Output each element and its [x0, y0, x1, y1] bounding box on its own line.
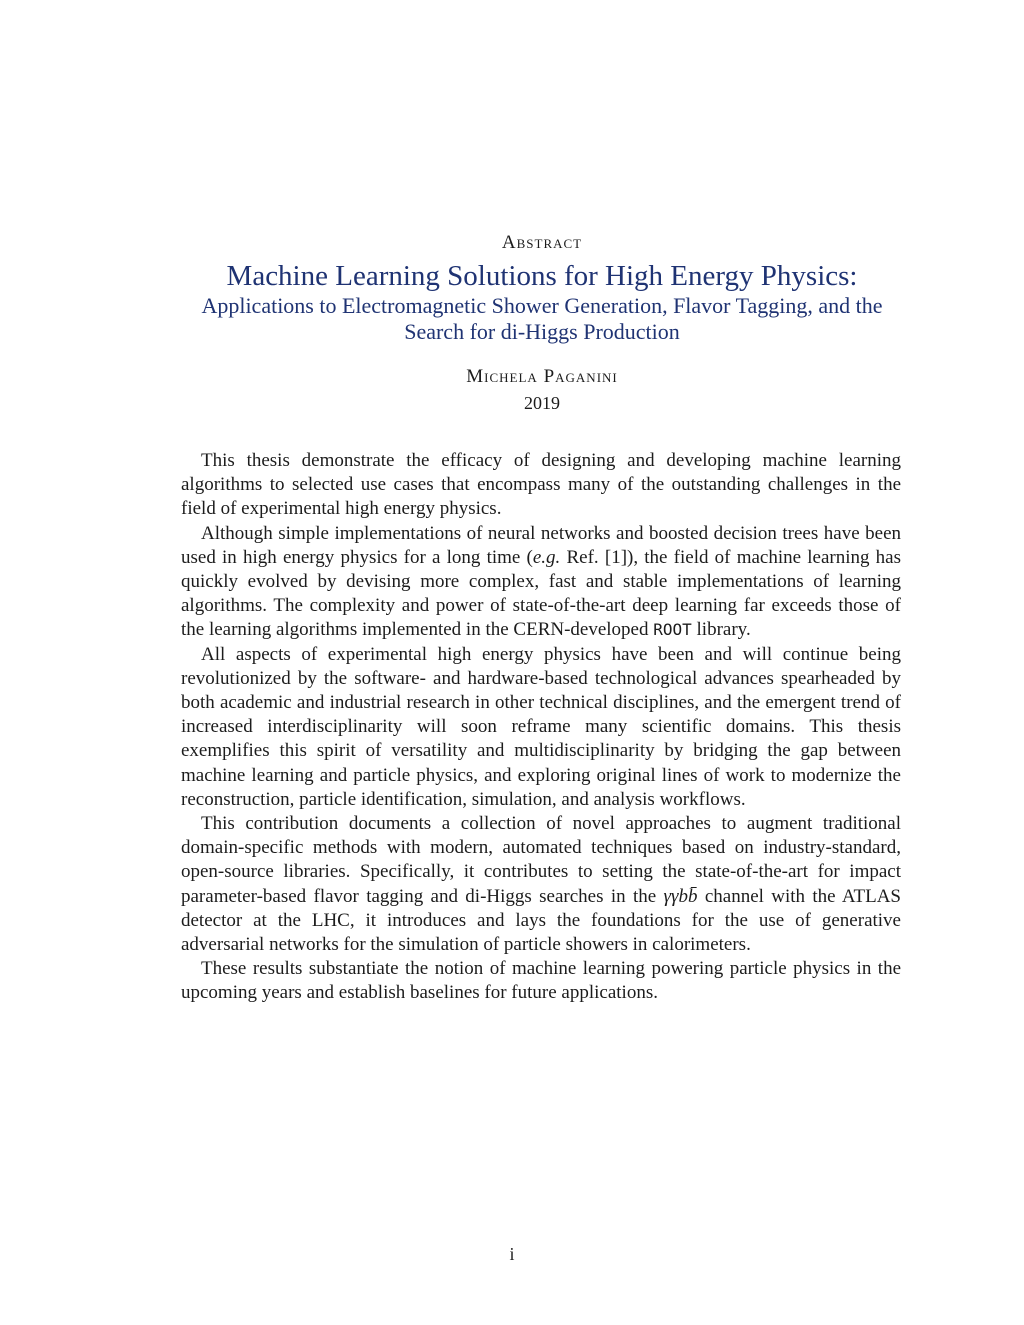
abstract-body [181, 449, 901, 1006]
abstract-paragraph [181, 957, 901, 1005]
thesis-subtitle-line-1: Applications to Electromagnetic Shower Generation, Flavor Tagging, and the [201, 293, 883, 318]
root-library-name: ROOT [653, 620, 692, 640]
abstract-paragraph [181, 522, 901, 643]
paragraph-text: All aspects of experimental high energy physics have been and will continue being revolutionized by the software- and hardware-based technological advances spearheaded by both academic and industrial research in other technical disciplines, and the emergent trend of increased interdisciplinarity will soon reframe many scientific domains. This thesis exemplifies this spirit of versatility and multidisciplinarity by bridging the gap between machine learning and particle physics, and exploring original lines of work to modernize the reconstruction, particle identification, simulation, and analysis workflows. [181, 643, 901, 810]
abstract-heading [140, 231, 944, 415]
author-name: Michela Paganini [466, 366, 618, 387]
paragraph-text: channel with the ATLAS detector at the LHC, it introduces and lays the foundations for the use of generative adversarial networks for the simulation of particle showers in calorimeters. [181, 885, 902, 956]
paragraph-text: This contribution documents a collection of novel approaches to augment traditional domain-specific methods with modern, automated techniques based on industry-standard, open-source libraries. Specifically, it contributes to setting the state-of-the-art for impact parameter-based flavor tagging and di-Higgs searches in the [181, 813, 901, 907]
paragraph-text: These results substantiate the notion of machine learning powering particle physics in the upcoming years and establish baselines for future applications. [181, 958, 901, 1004]
paragraph-text: Ref. [1]), the field of machine learning has quickly evolved by devising more complex, fast and stable implementations of learning algorithms. The complexity and power of state-of-the-art deep learning far exceeds those of the learning algorithms implemented in the CERN-developed [181, 546, 901, 641]
paragraph-text: Although simple implementations of neural networks and boosted decision trees have been used in high energy physics for a long time ( [181, 522, 901, 568]
page-number: i [509, 1244, 515, 1264]
abstract-label: Abstract [501, 232, 583, 253]
paragraph-text: library. [691, 619, 751, 641]
publication-year: 2019 [524, 393, 560, 413]
thesis-subtitle-line-2: Search for di-Higgs Production [404, 319, 680, 344]
abstract-paragraph [181, 449, 901, 522]
abstract-paragraph [181, 643, 901, 812]
decay-channel-symbol: γγbb̄ [663, 885, 698, 907]
eg-abbreviation: e.g. [532, 546, 561, 568]
paragraph-text: This thesis demonstrate the efficacy of designing and developing machine learning algorithms to selected use cases that encompass many of the outstanding challenges in the field of experimental high energy physics. [181, 450, 901, 520]
abstract-paragraph [181, 812, 901, 957]
thesis-title: Machine Learning Solutions for High Energy Physics: [226, 260, 858, 292]
